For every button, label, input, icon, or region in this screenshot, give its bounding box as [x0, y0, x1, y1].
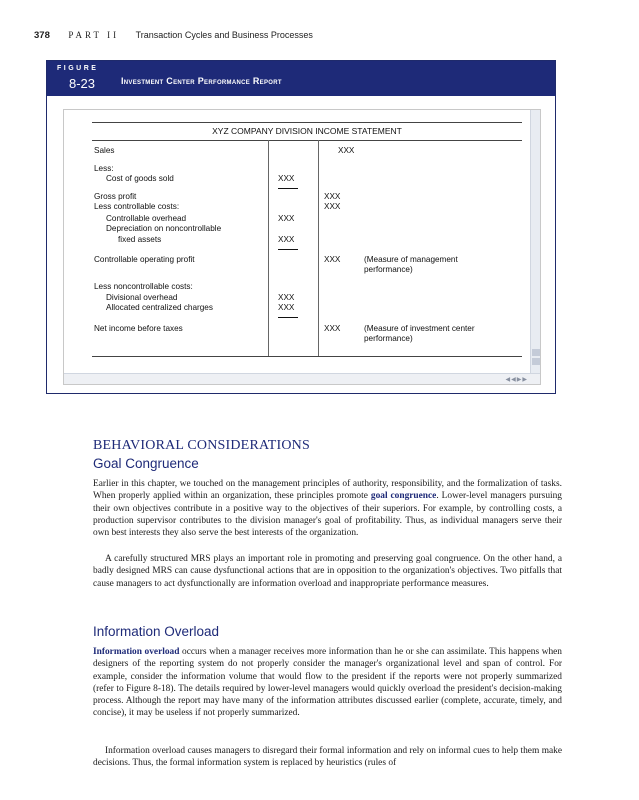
statement-title-rule — [92, 140, 522, 141]
row-amount: XXX — [278, 174, 295, 183]
text-run: . Lower-level managers pursuing their own objectives contribute in a positive way to the objectives of their superiors. For example, by controlling costs, a production supervisor contributes to the division manager's goal of profitability. Thus, as individual managers serve their own best interests they also serve the best interests of the organization. — [93, 491, 562, 539]
scroll-arrows-icon[interactable]: ◀◀▶▶ — [505, 376, 528, 383]
subtotal-rule — [278, 188, 298, 189]
scroll-down-arrow-icon[interactable] — [532, 358, 540, 365]
row-label: Less: — [94, 164, 114, 173]
row-label: Less controllable costs: — [94, 202, 180, 211]
subheading-goal-congruence: Goal Congruence — [93, 456, 199, 471]
row-label: Less noncontrollable costs: — [94, 282, 193, 291]
subtotal-rule — [278, 317, 298, 318]
vertical-scrollbar[interactable] — [530, 110, 540, 374]
row-note: (Measure of investment center performance) — [364, 324, 475, 343]
row-label: Controllable overhead — [106, 214, 187, 223]
horizontal-scrollbar[interactable] — [64, 373, 540, 384]
row-label: Sales — [94, 146, 115, 155]
figure-number: 8-23 — [69, 76, 96, 91]
paragraph-2: A carefully structured MRS plays an important role in promoting and preserving goal congruence. On the other hand, a badly designed MRS can cause dysfunctional actions that are in opposition to the organization's objectives. Two pitfalls that cause managers to act dysfunctionally are information overload and inappropriate performance measures. — [93, 554, 562, 589]
text-run: occurs when a manager receives more information than he or she can assimilate. This happens when designers of the reporting system do not properly consider the manager's organizational level and span of control. For example, consider the information volume that would flow to the president if the reports were not properly summarized (refer to Figure 8-18). The details required by lower-level managers would quickly overload the president's decision-making process. Although the report may have many of the information attributes discussed earlier (complete, accurate, timely, and concise), it may be useless if not properly summarized. — [93, 647, 562, 719]
part-label: PART II — [68, 30, 120, 40]
row-note: (Measure of management performance) — [364, 255, 458, 274]
row-label: Divisional overhead — [106, 293, 178, 302]
statement-top-rule — [92, 122, 522, 123]
text-run: Earlier in this chapter, we touched on the management principles of authority, responsibility, and the formalization of tasks. When properly applied within an organization, these principles promote — [93, 479, 562, 502]
paragraph-1 — [93, 478, 562, 539]
row-amount: XXX — [324, 192, 341, 201]
paragraph-3 — [93, 646, 562, 720]
row-label: Allocated centralized charges — [106, 303, 213, 312]
paragraph-4: Information overload causes managers to disregard their formal information and rely on informal cues to help them make decisions. Thus, the formal information system is replaced by heuristics (rules of — [93, 746, 562, 769]
scroll-up-arrow-icon[interactable] — [532, 349, 540, 356]
subtotal-rule — [278, 249, 298, 250]
column-divider-2 — [318, 140, 319, 356]
row-amount: XXX — [278, 303, 295, 312]
row-amount: XXX — [278, 235, 295, 244]
figure-8-23 — [46, 60, 556, 394]
row-amount: XXX — [324, 255, 341, 264]
row-label: Cost of goods sold — [106, 174, 174, 183]
income-statement — [92, 122, 542, 360]
row-label: fixed assets — [118, 235, 162, 244]
page-number: 378 — [34, 30, 50, 41]
statement-bottom-rule — [92, 356, 522, 357]
row-amount: XXX — [278, 293, 295, 302]
running-head — [34, 30, 313, 41]
subheading-information-overload: Information Overload — [93, 624, 220, 639]
row-label: Gross profit — [94, 192, 137, 201]
section-title: Transaction Cycles and Business Processes — [135, 30, 313, 40]
figure-label: FIGURE — [57, 65, 99, 72]
section-heading: BEHAVIORAL CONSIDERATIONS — [93, 438, 310, 453]
row-amount: XXX — [278, 214, 295, 223]
report-window — [63, 109, 541, 385]
row-amount: XXX — [324, 324, 341, 333]
row-amount: XXX — [324, 202, 341, 211]
keyword-goal-congruence: goal congruence — [370, 491, 437, 502]
row-label: Depreciation on noncontrollable — [106, 224, 222, 233]
row-label: Net income before taxes — [94, 324, 183, 333]
column-divider-1 — [268, 140, 269, 356]
figure-title: Investment Center Performance Report — [121, 76, 282, 86]
keyword-information-overload: Information overload — [93, 647, 180, 657]
row-label: Controllable operating profit — [94, 255, 195, 264]
figure-tab — [47, 61, 110, 96]
statement-title: XYZ COMPANY DIVISION INCOME STATEMENT — [212, 126, 402, 136]
row-amount: XXX — [338, 146, 355, 155]
